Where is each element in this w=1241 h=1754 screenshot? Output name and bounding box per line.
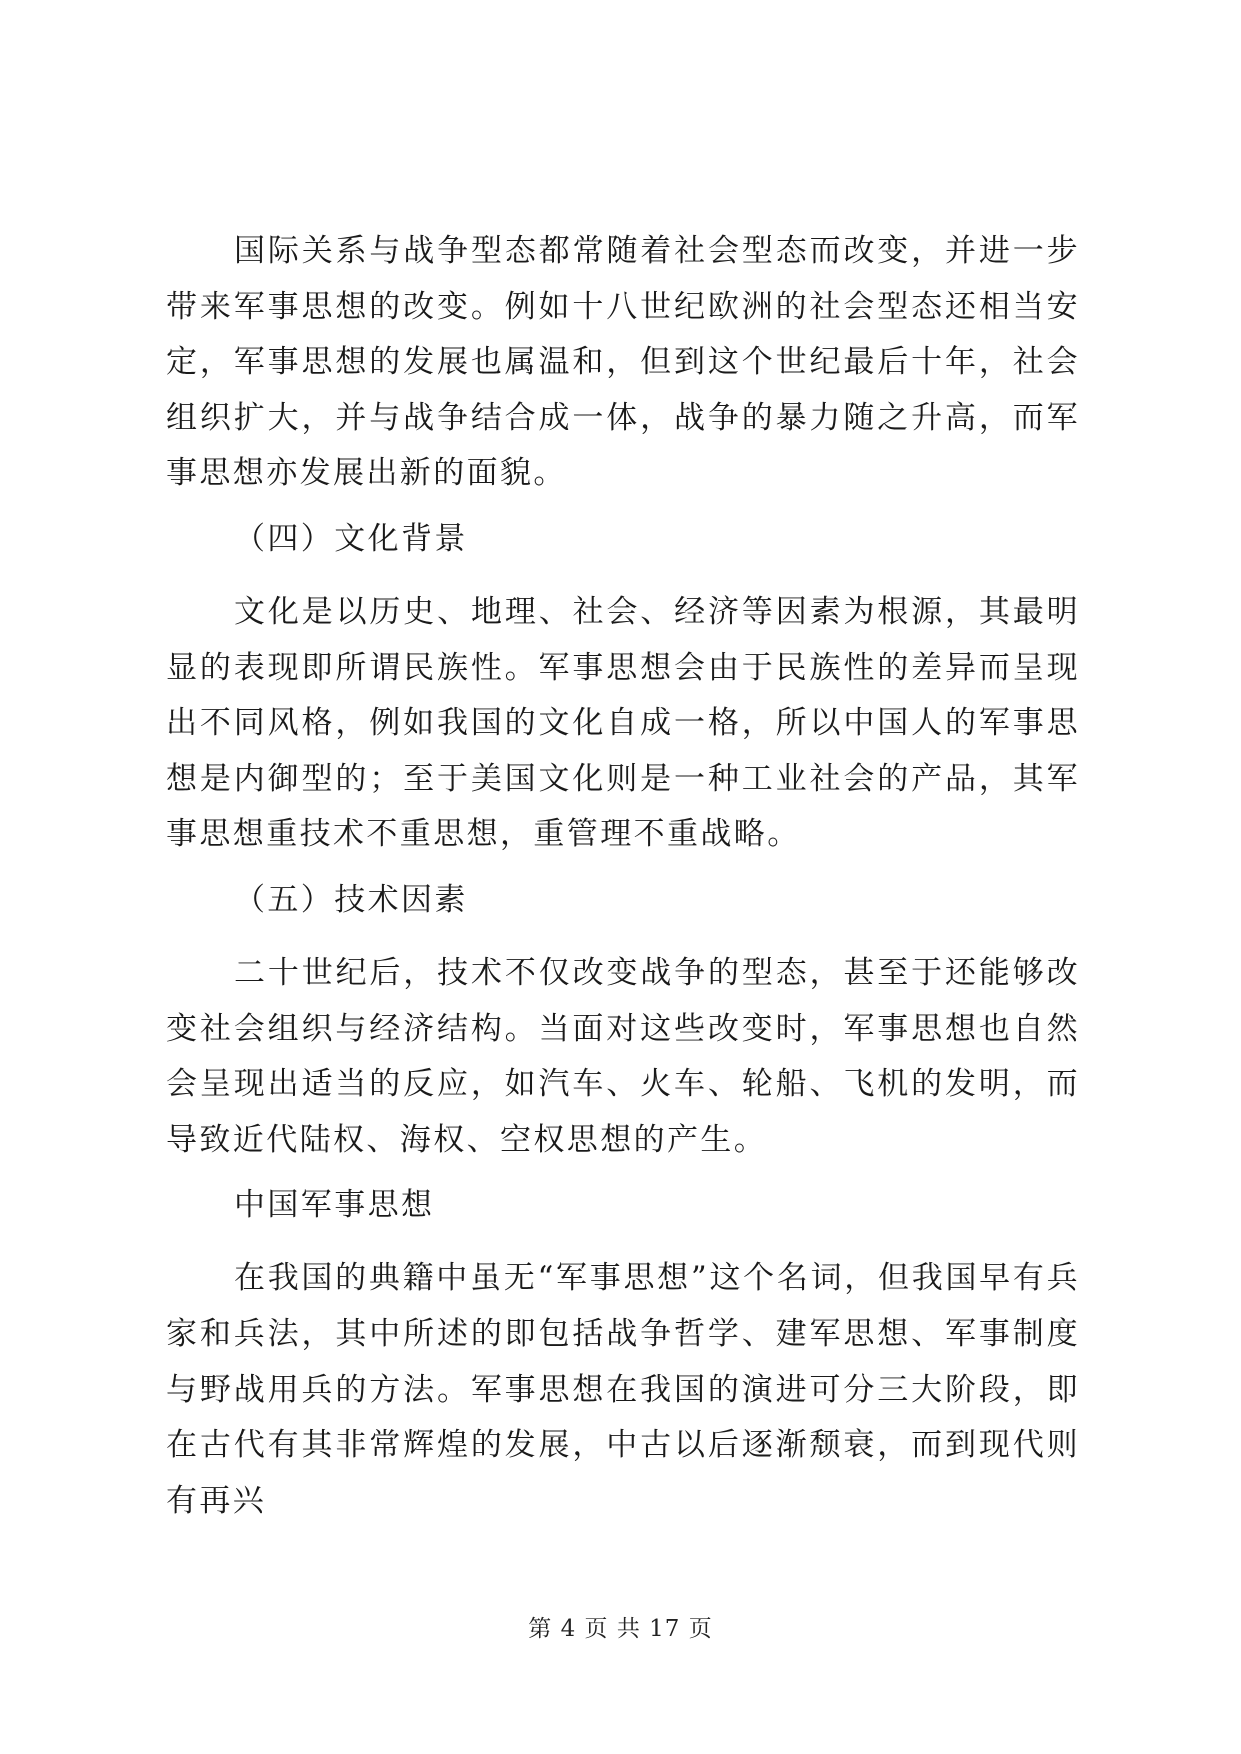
section-heading-chinese-military-thought: 中国军事思想 <box>234 1187 435 1224</box>
document-body <box>166 224 1080 1529</box>
paragraph-chinese-military-thought: 在我国的典籍中虽无“军事思想”这个名词，但我国早有兵家和兵法，其中所述的即包括战争哲学、建军思想、军事制度与野战用兵的方法。军事思想在我国的演进可分三大阶段，即在古代有其非常辉煌的发展，中古以后逐渐颓衰，而到现代则有再兴 <box>166 1260 1080 1519</box>
section-heading-technology: （五）技术因素 <box>234 881 468 918</box>
paragraph-social-change: 国际关系与战争型态都常随着社会型态而改变，并进一步带来军事思想的改变。例如十八世纪欧洲的社会型态还相当安定，军事思想的发展也属温和，但到这个世纪最后十年，社会组织扩大，并与战争结合成一体，战争的暴力随之升高，而军事思想亦发展出新的面貌。 <box>166 233 1080 492</box>
section-heading-culture: （四）文化背景 <box>234 520 468 557</box>
page-number-footer: 第 4 页 共 17 页 <box>528 1616 713 1642</box>
paragraph-technology: 二十世纪后，技术不仅改变战争的型态，甚至于还能够改变社会组织与经济结构。当面对这些改变时，军事思想也自然会呈现出适当的反应，如汽车、火车、轮船、飞机的发明，而导致近代陆权、海权、空权思想的产生。 <box>166 954 1080 1158</box>
paragraph-culture: 文化是以历史、地理、社会、经济等因素为根源，其最明显的表现即所谓民族性。军事思想会由于民族性的差异而呈现出不同风格，例如我国的文化自成一格，所以中国人的军事思想是内御型的；至于美国文化则是一种工业社会的产品，其军事思想重技术不重思想，重管理不重战略。 <box>166 593 1080 853</box>
